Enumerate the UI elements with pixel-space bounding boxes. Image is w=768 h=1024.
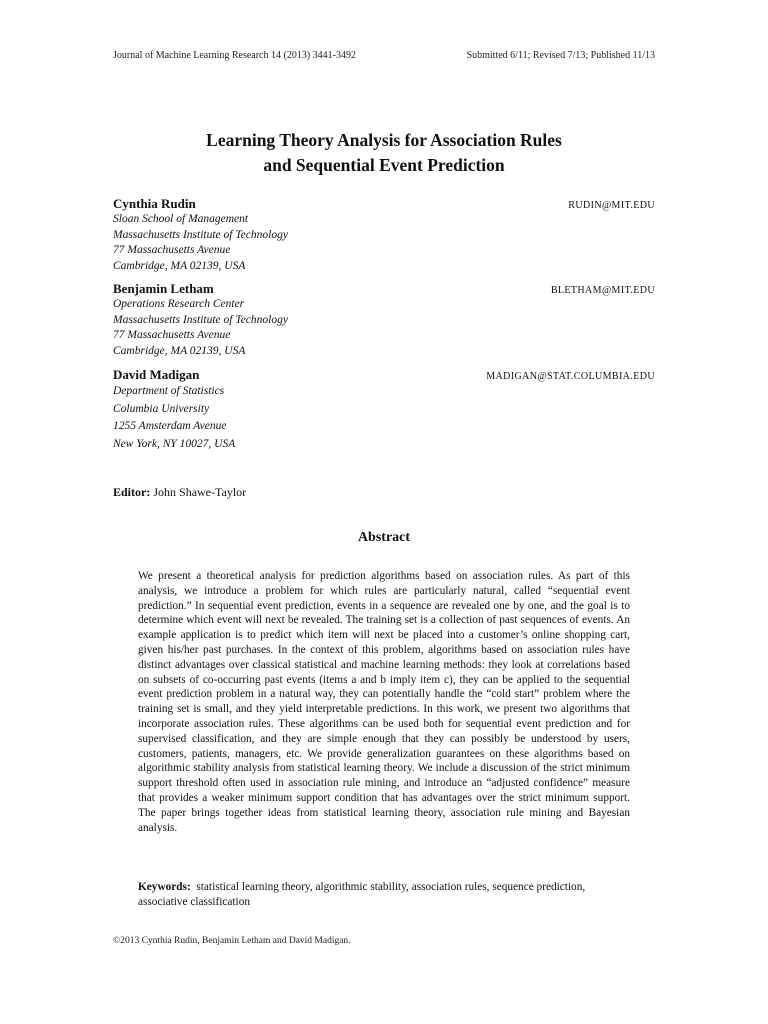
editor-label: Editor: (113, 485, 151, 499)
affiliation-line: Cambridge, MA 02139, USA (113, 259, 246, 272)
author-email[interactable]: MADIGAN@STAT.COLUMBIA.EDU (486, 371, 655, 382)
author-block-3 (113, 367, 655, 453)
abstract-text: We present a theoretical analysis for prediction algorithms based on association rules. As part of this analysis, we introduce a problem for which rules are particularly natural, called “sequential event prediction.” In sequential event prediction, events in a sequence are revealed one by one, and the goal is to determine which event will next be revealed. The training set is a collection of past sequences of events. An example application is to predict which item will next be placed into a customer’s online shopping cart, given his/her past purchases. In the context of this problem, algorithms based on association rules have distinct advantages over classical statistical and machine learning methods: they look at correlations based on subsets of co-occurring past events (items a and b imply item c), they can be applied to the sequential event prediction problem in a natural way, they can potentially handle the “cold start” problem where the training set is small, and they yield interpretable predictions. In this work, we present two algorithms that incorporate association rules. These algorithms can be used both for sequential event prediction and for supervised classification, and they are simple enough that they can possibly be understood by users, customers, patients, managers, etc. We provide generalization guarantees on these algorithms based on algorithmic stability analysis from statistical learning theory. We include a discussion of the strict minimum support threshold often used in association rule mining, and introduce an “adjusted confidence” measure that provides a weaker minimum support condition that has advantages over the strict minimum support. The paper brings together ideas from statistical learning theory, association rule mining and Bayesian analysis. (138, 570, 630, 834)
author-affiliation (113, 297, 655, 359)
affiliation-line: Massachusetts Institute of Technology (113, 228, 288, 241)
author-block-1 (113, 196, 655, 274)
author-name: Benjamin Letham (113, 281, 214, 296)
author-affiliation (113, 383, 655, 453)
keywords-label: Keywords: (138, 881, 191, 893)
affiliation-line: New York, NY 10027, USA (113, 437, 236, 450)
editor-name: John Shawe-Taylor (153, 485, 247, 499)
title-line-1: Learning Theory Analysis for Association Rules (206, 130, 562, 150)
affiliation-line: Columbia University (113, 402, 210, 415)
keywords-section (138, 880, 630, 910)
author-email[interactable]: BLETHAM@MIT.EDU (550, 285, 655, 296)
affiliation-line: Cambridge, MA 02139, USA (113, 344, 246, 357)
paper-title (0, 128, 768, 178)
journal-citation: Journal of Machine Learning Research 14 (2013) 3441-3492 (113, 50, 356, 61)
author-email[interactable]: RUDIN@MIT.EDU (568, 200, 655, 211)
affiliation-line: 77 Massachusetts Avenue (113, 329, 231, 341)
affiliation-line: Massachusetts Institute of Technology (113, 313, 288, 326)
author-name: David Madigan (113, 367, 200, 382)
title-line-2: and Sequential Event Prediction (263, 155, 505, 175)
affiliation-line: Operations Research Center (113, 298, 245, 310)
author-name: Cynthia Rudin (113, 196, 196, 211)
abstract-heading: Abstract (357, 530, 411, 545)
affiliation-line: 1255 Amsterdam Avenue (113, 420, 227, 432)
affiliation-line: Sloan School of Management (113, 213, 249, 225)
author-affiliation (113, 212, 655, 274)
publication-dates: Submitted 6/11; Revised 7/13; Published 11/13 (466, 50, 655, 61)
copyright-notice: ©2013 Cynthia Rudin, Benjamin Letham and David Madigan. (113, 936, 351, 946)
affiliation-line: 77 Massachusetts Avenue (113, 244, 231, 256)
editor-line (113, 485, 246, 500)
author-block-2 (113, 281, 655, 359)
running-header (113, 50, 655, 61)
keywords-text: statistical learning theory, algorithmic stability, association rules, sequence prediction, associative classification (138, 881, 586, 908)
affiliation-line: Department of Statistics (113, 385, 225, 397)
